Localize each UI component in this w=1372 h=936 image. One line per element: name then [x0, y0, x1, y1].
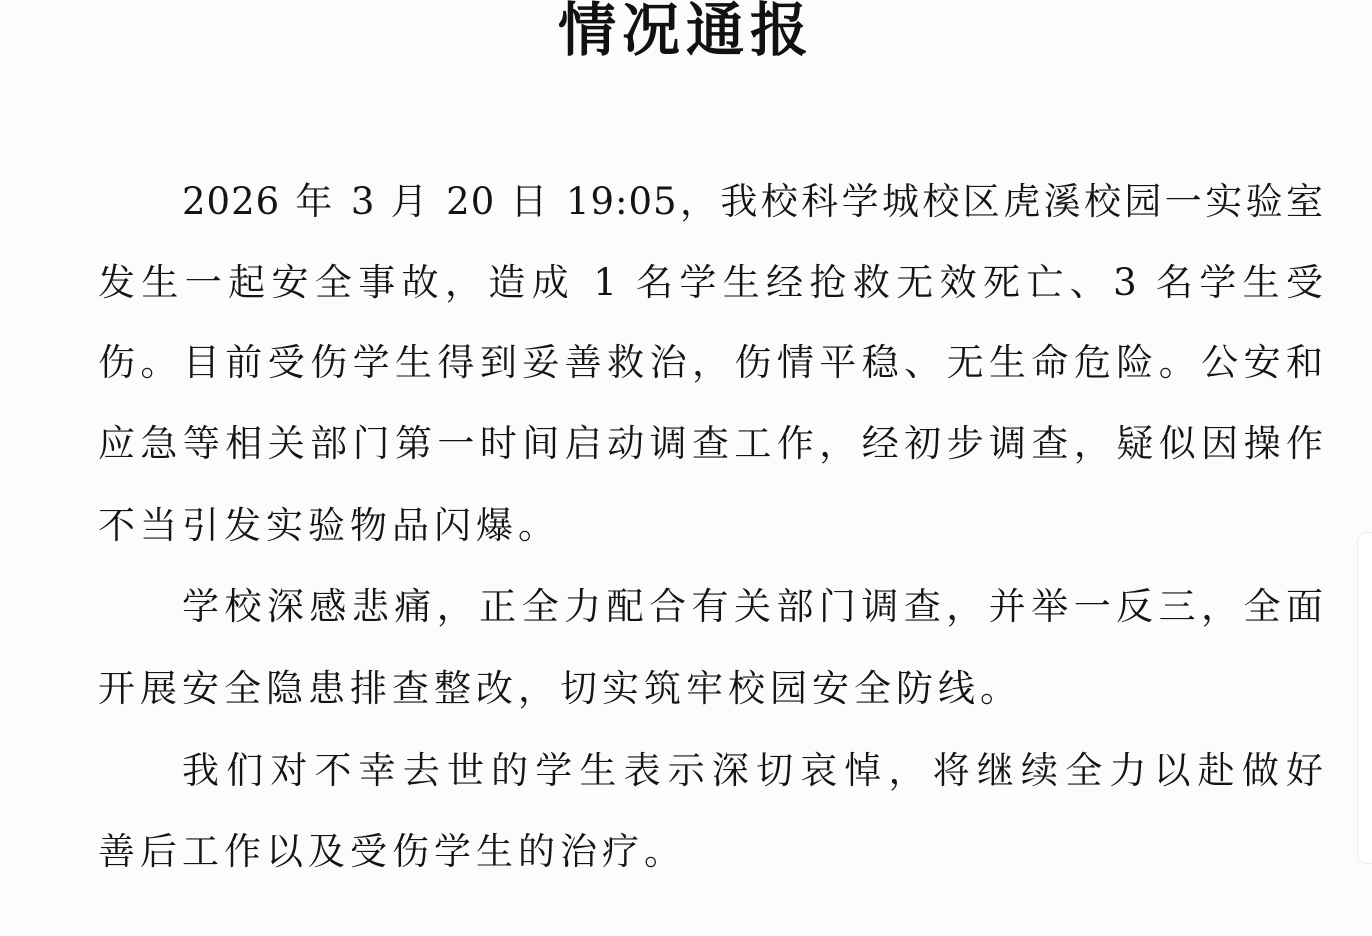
document-title: 情况通报: [557, 0, 814, 64]
paragraph-3-line-1: 我们对不幸去世的学生表示深切哀悼，将继续全力以赴做好: [182, 749, 1324, 792]
paragraph-2-line-1: 学校深感悲痛，正全力配合有关部门调查，并举一反三，全面: [182, 585, 1324, 628]
page-edge-tab: [1357, 532, 1372, 864]
paragraph-2-line-2: 开展安全隐患排查整改，切实筑牢校园安全防线。: [98, 667, 1022, 710]
paragraph-1-line-5: 不当引发实验物品闪爆。: [98, 504, 560, 547]
paragraph-1-line-4: 应急等相关部门第一时间启动调查工作，经初步调查，疑似因操作: [98, 422, 1324, 465]
paragraph-1-line-3: 伤。目前受伤学生得到妥善救治，伤情平稳、无生命危险。公安和: [98, 341, 1324, 384]
paragraph-1-line-2: 发生一起安全事故，造成 1 名学生经抢救无效死亡、3 名学生受: [98, 261, 1324, 304]
paragraph-1-line-1: 2026 年 3 月 20 日 19:05，我校科学城校区虎溪校园一实验室: [182, 180, 1324, 223]
paragraph-3-line-2: 善后工作以及受伤学生的治疗。: [98, 830, 686, 873]
